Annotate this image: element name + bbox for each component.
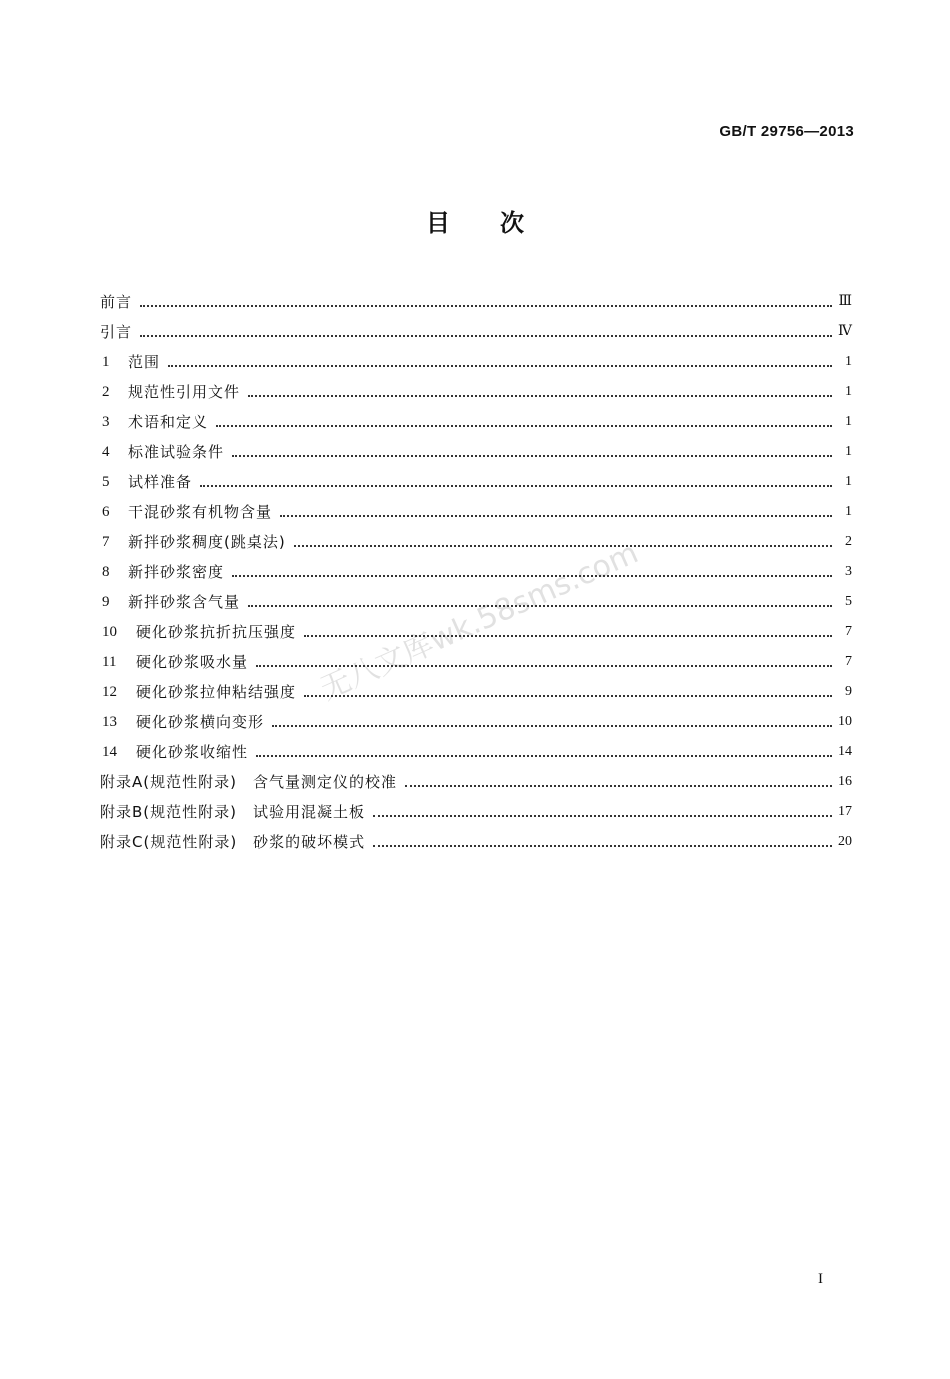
toc-entry-title: 新拌砂浆密度 [128,563,225,581]
dot-leader [373,814,832,817]
dot-leader [168,364,832,367]
toc-entry-11[interactable] [100,642,852,672]
toc-page-number: 1 [845,414,852,429]
toc-page-number: 1 [845,354,852,369]
toc-entry-title: 范围 [128,353,161,371]
dot-leader [216,424,832,427]
toc-page-number: 1 [845,504,852,519]
toc-entry-number: 6 [102,504,110,520]
toc-page-number: 10 [838,714,852,729]
toc-entry-introduction[interactable] [100,312,852,342]
page-number: I [818,1271,823,1287]
toc-entry-annex-a[interactable] [100,762,852,792]
toc-entry-13[interactable] [100,702,852,732]
watermark: 无八文库wk.58sms.com [315,535,644,708]
toc-entry-1[interactable] [100,342,852,372]
dot-leader [272,724,832,727]
toc-entry-title: 试样准备 [128,473,193,491]
toc-entry-title: 干混砂浆有机物含量 [128,503,273,521]
toc-entry-number: 2 [102,384,110,400]
toc-entry-title: 规范性引用文件 [128,383,241,401]
toc-entry-title: 附录A(规范性附录) 含气量测定仪的校准 [100,773,397,791]
toc-page-number: 7 [845,624,852,639]
toc-entry-title: 新拌砂浆含气量 [128,593,241,611]
dot-leader [248,394,832,397]
toc-page-number: 5 [845,594,852,609]
dot-leader [140,304,832,307]
toc-entry-number: 9 [102,594,110,610]
toc-page-number: 14 [838,744,852,759]
toc-page-number: 1 [845,384,852,399]
toc-entry-title: 硬化砂浆抗折抗压强度 [136,623,297,641]
toc-entry-number: 7 [102,534,110,550]
standard-code: GB/T 29756—2013 [719,123,854,140]
toc-page-number: 3 [845,564,852,579]
dot-leader [140,334,832,337]
toc-entry-number: 13 [102,714,117,730]
toc-entry-number: 5 [102,474,110,490]
toc-entry-10[interactable] [100,612,852,642]
dot-leader [200,484,832,487]
toc-entry-12[interactable] [100,672,852,702]
toc-entry-7[interactable] [100,522,852,552]
table-of-contents [100,282,852,852]
toc-page-number: 20 [838,834,852,849]
toc-entry-title: 硬化砂浆横向变形 [136,713,265,731]
toc-entry-14[interactable] [100,732,852,762]
toc-entry-number: 1 [102,354,110,370]
dot-leader [232,574,832,577]
dot-leader [373,844,832,847]
toc-page-number: 7 [845,654,852,669]
toc-entry-title: 附录B(规范性附录) 试验用混凝土板 [100,803,365,821]
toc-entry-3[interactable] [100,402,852,432]
toc-entry-number: 11 [102,654,117,670]
toc-entry-number: 10 [102,624,117,640]
toc-entry-number: 14 [102,744,117,760]
toc-entry-title: 术语和定义 [128,413,209,431]
toc-page-number: 9 [845,684,852,699]
toc-entry-5[interactable] [100,462,852,492]
toc-entry-title: 硬化砂浆吸水量 [136,653,249,671]
toc-entry-title: 引言 [100,323,133,341]
toc-entry-title: 新拌砂浆稠度(跳桌法) [128,533,286,551]
toc-entry-title: 硬化砂浆收缩性 [136,743,249,761]
toc-entry-title: 硬化砂浆拉伸粘结强度 [136,683,297,701]
toc-entry-title: 附录C(规范性附录) 砂浆的破坏模式 [100,833,366,851]
toc-entry-number: 3 [102,414,110,430]
toc-page-number: 1 [845,474,852,489]
dot-leader [256,754,832,757]
toc-entry-title: 标准试验条件 [128,443,225,461]
toc-page-number: 16 [838,774,852,789]
dot-leader [405,784,832,787]
toc-entry-annex-b[interactable] [100,792,852,822]
dot-leader [304,694,832,697]
toc-entry-preface[interactable] [100,282,852,312]
dot-leader [256,664,832,667]
toc-entry-number: 12 [102,684,117,700]
toc-entry-8[interactable] [100,552,852,582]
toc-entry-title: 前言 [100,293,133,311]
toc-entry-6[interactable] [100,492,852,522]
dot-leader [280,514,832,517]
toc-entry-annex-c[interactable] [100,822,852,852]
toc-entry-number: 8 [102,564,110,580]
toc-page-number: Ⅲ [838,294,852,309]
toc-page-number: 1 [845,444,852,459]
toc-page-number: Ⅳ [838,324,852,339]
dot-leader [248,604,832,607]
toc-entry-2[interactable] [100,372,852,402]
dot-leader [232,454,832,457]
toc-entry-9[interactable] [100,582,852,612]
dot-leader [304,634,832,637]
toc-entry-number: 4 [102,444,110,460]
page-title: 目次 [426,209,574,237]
toc-page-number: 17 [838,804,852,819]
toc-page-number: 2 [845,534,852,549]
dot-leader [294,544,832,547]
toc-entry-4[interactable] [100,432,852,462]
